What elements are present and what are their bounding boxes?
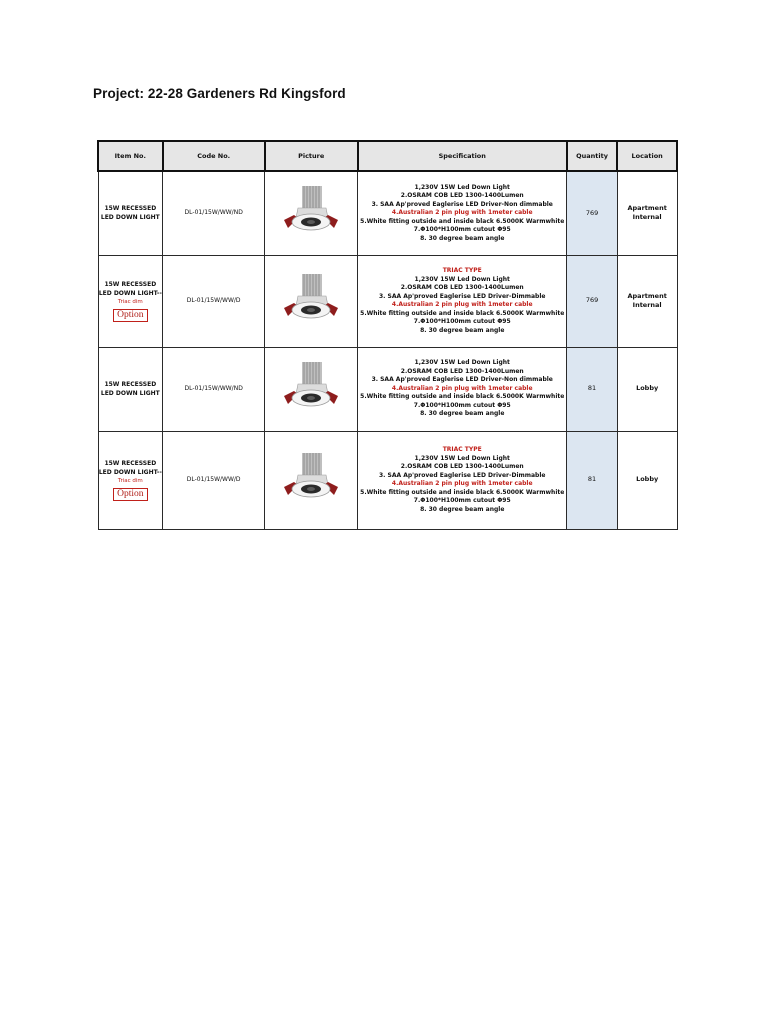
location-cell [617, 347, 677, 431]
spec-line: 8. 30 degree beam angle [420, 326, 505, 334]
item-name: 15W RECESSED LED DOWN LIGHT [100, 381, 160, 397]
spec-line: TRIAC TYPE [442, 267, 482, 274]
spec-line: 7.Φ100*H100mm cutout Φ95 [413, 226, 511, 233]
header-quantity: Quantity [567, 141, 618, 171]
item-cell [98, 255, 163, 347]
spec-line: 5.White fitting outside and inside black 6.5000K Warmwhite [360, 217, 565, 225]
spec-line: 1,230V 15W Led Down Light [414, 275, 510, 283]
location-cell [617, 255, 677, 347]
item-name: 15W RECESSED LED DOWN LIGHT-- [98, 281, 162, 298]
header-code-no: Code No. [163, 141, 265, 171]
spec-line: 3. SAA Ap'proved Eaglerise LED Driver-Non dimmable [371, 376, 553, 384]
spec-line: 3. SAA Ap'proved Eaglerise LED Driver-Dimmable [378, 292, 546, 300]
table-row [98, 255, 677, 347]
option-stamp: Option [113, 309, 147, 322]
quantity-cell [567, 431, 618, 529]
spec-line: 2.OSRAM COB LED 1300-1400Lumen [400, 367, 524, 375]
item-cell [98, 347, 163, 431]
spec-line: 1,230V 15W Led Down Light [414, 359, 510, 367]
recessed-downlight-icon [280, 272, 342, 330]
spec-line: 3. SAA Ap'proved Eaglerise LED Driver-Dimmable [378, 471, 546, 479]
spec-line: 1,230V 15W Led Down Light [414, 454, 510, 462]
table-row [98, 347, 677, 431]
table-row [98, 171, 677, 255]
spec-line: 5.White fitting outside and inside black 6.5000K Warmwhite [360, 393, 565, 401]
spec-line: 2.OSRAM COB LED 1300-1400Lumen [400, 463, 524, 470]
header-picture: Picture [265, 141, 358, 171]
specification-cell [358, 255, 567, 347]
spec-line: 5.White fitting outside and inside black 6.5000K Warmwhite [360, 309, 565, 317]
location-value: Apartment Internal [627, 203, 667, 222]
recessed-downlight-icon [280, 360, 342, 418]
header-specification: Specification [358, 141, 567, 171]
spec-line: 2.OSRAM COB LED 1300-1400Lumen [400, 192, 524, 199]
recessed-downlight-icon [280, 184, 342, 242]
item-name: 15W RECESSED LED DOWN LIGHT [100, 205, 160, 222]
location-cell [617, 431, 677, 529]
quantity-cell [567, 171, 618, 255]
spec-line: 4.Australian 2 pin plug with 1meter cable [391, 209, 533, 216]
recessed-downlight-icon [280, 451, 342, 509]
spec-line: 8. 30 degree beam angle [420, 410, 505, 418]
picture-cell [265, 171, 358, 255]
spec-line: TRIAC TYPE [442, 446, 482, 453]
item-name: 15W RECESSED LED DOWN LIGHT-- [98, 460, 162, 477]
location-value: Apartment Internal [627, 291, 667, 309]
item-cell [98, 431, 163, 529]
item-cell [98, 171, 163, 255]
spec-line: 3. SAA Ap'proved Eaglerise LED Driver-Non dimmable [371, 200, 553, 208]
quantity-value: 769 [585, 208, 599, 217]
quantity-value: 81 [587, 475, 597, 484]
quantity-value: 81 [587, 384, 597, 393]
spec-line: 4.Australian 2 pin plug with 1meter cable [391, 384, 533, 392]
header-item-no: Item No. [98, 141, 163, 171]
code-cell: DL-01/15W/WW/ND [163, 171, 265, 255]
item-note: Triac dim [117, 299, 143, 306]
specification-cell [358, 431, 567, 529]
code-cell: DL-01/15W/WW/ND [163, 347, 265, 431]
spec-line: 4.Australian 2 pin plug with 1meter cable [391, 480, 533, 487]
project-title: Project: 22-28 Gardeners Rd Kingsford [93, 86, 346, 101]
location-cell [617, 171, 677, 255]
picture-cell [265, 431, 358, 529]
location-value: Lobby [636, 475, 659, 484]
header-location: Location [617, 141, 677, 171]
spec-line: 1,230V 15W Led Down Light [414, 183, 510, 191]
spec-line: 8. 30 degree beam angle [420, 505, 505, 513]
specification-table [97, 140, 678, 530]
quantity-value: 769 [585, 296, 599, 305]
quantity-cell [567, 255, 618, 347]
spec-line: 8. 30 degree beam angle [420, 234, 505, 242]
quantity-cell [567, 347, 618, 431]
table-header-row [98, 141, 677, 171]
spec-line: 5.White fitting outside and inside black 6.5000K Warmwhite [360, 488, 565, 496]
spec-line: 4.Australian 2 pin plug with 1meter cable [391, 301, 533, 308]
specification-cell [358, 171, 567, 255]
spec-line: 7.Φ100*H100mm cutout Φ95 [413, 497, 511, 504]
specification-cell [358, 347, 567, 431]
item-note: Triac dim [117, 478, 143, 485]
picture-cell [265, 347, 358, 431]
picture-cell [265, 255, 358, 347]
table-row [98, 431, 677, 529]
spec-line: 7.Φ100*H100mm cutout Φ95 [413, 401, 511, 409]
code-cell: DL-01/15W/WW/D [163, 431, 265, 529]
spec-line: 7.Φ100*H100mm cutout Φ95 [413, 318, 511, 325]
code-cell: DL-01/15W/WW/D [163, 255, 265, 347]
location-value: Lobby [636, 384, 659, 393]
option-stamp: Option [113, 488, 147, 501]
spec-line: 2.OSRAM COB LED 1300-1400Lumen [400, 284, 524, 291]
